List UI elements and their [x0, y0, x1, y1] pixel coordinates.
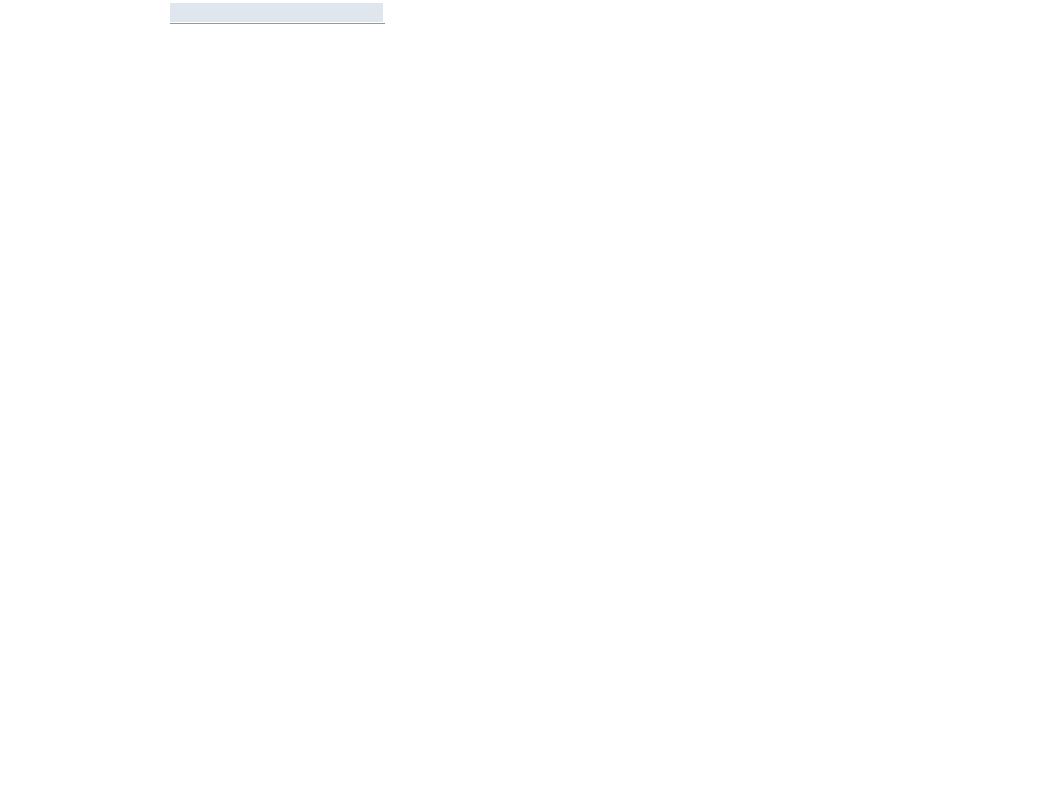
title-underline — [170, 23, 385, 24]
sheet-title — [170, 3, 383, 22]
